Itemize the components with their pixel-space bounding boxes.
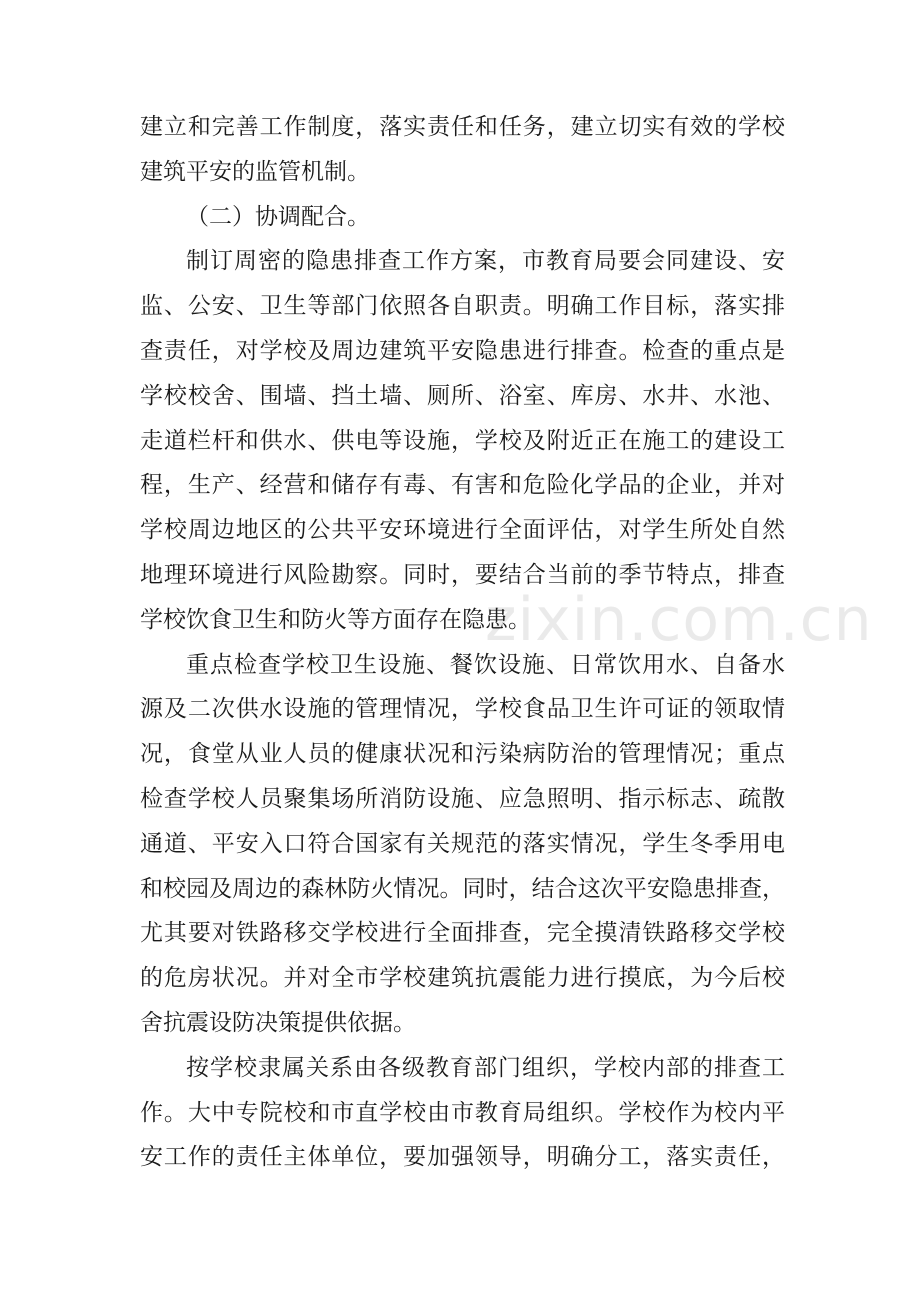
text-line: 的危房状况。并对全市学校建筑抗震能力进行摸底，为今后校	[140, 965, 785, 992]
text-line: 和校园及周边的森林防火情况。同时，结合这次平安隐患排查，	[140, 875, 785, 902]
text-line: 作。大中专院校和市直学校由市教育局组织。学校作为校内平	[140, 1099, 785, 1126]
text-line: 走道栏杆和供水、供电等设施，学校及附近正在施工的建设工	[140, 427, 785, 454]
text-line: 学校周边地区的公共平安环境进行全面评估，对学生所处自然	[140, 517, 785, 544]
text-line: 按学校隶属关系由各级教育部门组织，学校内部的排查工	[186, 1054, 785, 1081]
watermark: zixin.com.cn	[485, 585, 873, 655]
text-line: 安工作的责任主体单位，要加强领导，明确分工，落实责任，	[140, 1144, 785, 1171]
text-line: 地理环境进行风险勘察。同时，要结合当前的季节特点，排查	[140, 561, 785, 588]
text-line: 学校饮食卫生和防火等方面存在隐患。	[140, 606, 531, 633]
text-line: 制订周密的隐患排查工作方案，市教育局要会同建设、安	[186, 248, 785, 275]
text-line: 监、公安、卫生等部门依照各自职责。明确工作目标，落实排	[140, 293, 785, 320]
text-line: 学校校舍、围墙、挡土墙、厕所、浴室、库房、水井、水池、	[140, 382, 785, 409]
text-line: 尤其要对铁路移交学校进行全面排查，完全摸清铁路移交学校	[140, 920, 785, 947]
section-heading: （二）协调配合。	[186, 203, 370, 230]
text-line: 源及二次供水设施的管理情况，学校食品卫生许可证的领取情	[140, 696, 785, 723]
text-line: 舍抗震设防决策提供依据。	[140, 1009, 416, 1036]
text-line: 检查学校人员聚集场所消防设施、应急照明、指示标志、疏散	[140, 785, 785, 812]
text-line: 查责任，对学校及周边建筑平安隐患进行排查。检查的重点是	[140, 337, 785, 364]
text-line: 程，生产、经营和储存有毒、有害和危险化学品的企业，并对	[140, 472, 785, 499]
text-line: 建立和完善工作制度，落实责任和任务，建立切实有效的学校	[140, 114, 785, 140]
text-line: 况，食堂从业人员的健康状况和污染病防治的管理情况；重点	[140, 741, 785, 768]
text-line: 建筑平安的监管机制。	[140, 158, 370, 185]
text-line: 通道、平安入口符合国家有关规范的落实情况，学生冬季用电	[140, 830, 785, 857]
text-line: 重点检查学校卫生设施、餐饮设施、日常饮用水、自备水	[186, 651, 785, 678]
